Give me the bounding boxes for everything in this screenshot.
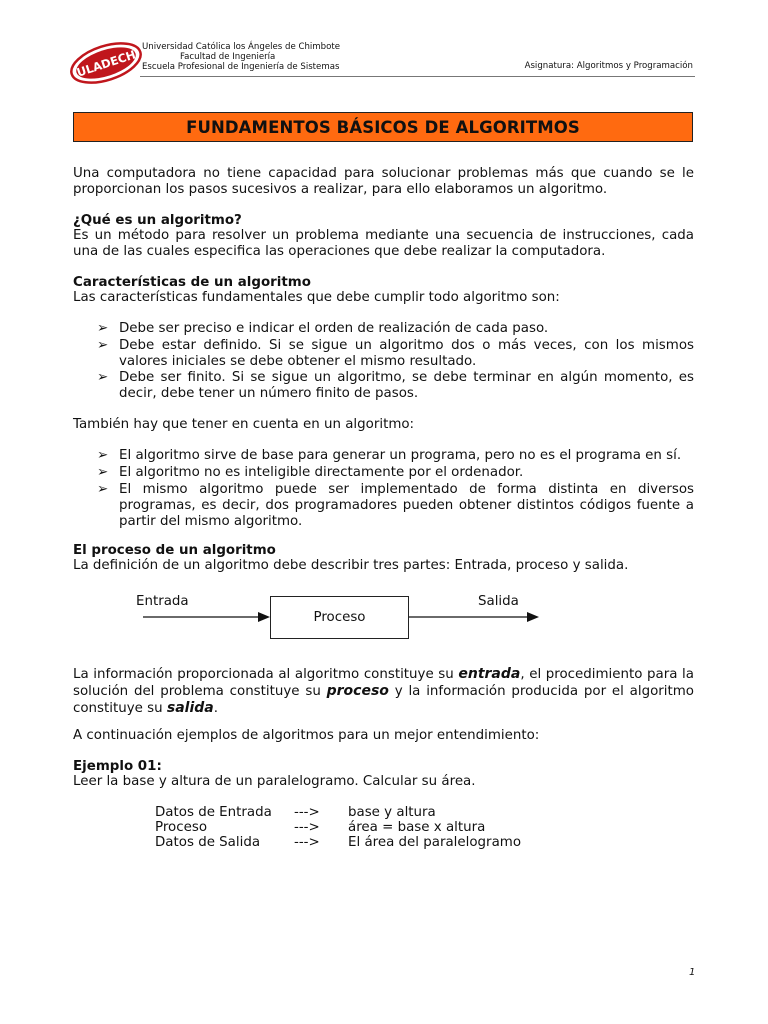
example-row-label: Datos de Entrada <box>155 805 272 820</box>
arrow-right-icon <box>258 612 270 622</box>
emphasis-proceso: proceso <box>326 683 389 699</box>
paragraph-example: Leer la base y altura de un paralelogramo. Calcular su área. <box>73 774 476 789</box>
paragraph-continuation: A continuación ejemplos de algoritmos para un mejor entendimiento: <box>73 728 540 743</box>
title-banner <box>73 112 693 142</box>
arrow-right-icon <box>527 612 539 622</box>
info-text: . <box>213 701 218 716</box>
diagram-output-label: Salida <box>478 594 519 609</box>
example-row-value: área = base x altura <box>348 820 486 835</box>
example-row-label: Datos de Salida <box>155 835 261 850</box>
header-course: Asignatura: Algoritmos y Programación <box>524 61 693 71</box>
heading-characteristics: Características de un algoritmo <box>73 275 311 290</box>
heading-what-is: ¿Qué es un algoritmo? <box>73 213 242 228</box>
example-row-arrow: ---> <box>294 820 320 835</box>
example-row-value: El área del paralelogramo <box>348 835 522 850</box>
info-text: La información proporcionada al algoritmo constituye su <box>73 667 459 682</box>
page-title: FUNDAMENTOS BÁSICOS DE ALGORITMOS <box>186 117 580 137</box>
paragraph-info <box>73 666 694 717</box>
header-school: Escuela Profesional de Ingeniería de Sistemas <box>142 62 340 72</box>
header-divider <box>140 76 695 77</box>
paragraph-what-is: Es un método para resolver un problema mediante una secuencia de instrucciones, cada una de las cuales especifica las operaciones que debe realizar la computadora. <box>73 228 694 259</box>
bullet-arrow-icon: ➢ <box>97 448 109 463</box>
example-row-label: Proceso <box>155 820 208 835</box>
list-item-text: Debe ser finito. Si se sigue un algoritmo, se debe terminar en algún momento, es decir, debe tener un número finito de pasos. <box>119 370 694 401</box>
list-item-text: Debe ser preciso e indicar el orden de realización de cada paso. <box>119 321 549 336</box>
header-university: Universidad Católica los Ángeles de Chimbote <box>142 42 341 52</box>
emphasis-entrada: entrada <box>458 666 521 682</box>
list-item-text: El algoritmo sirve de base para generar un programa, pero no es el programa en sí. <box>119 448 682 463</box>
diagram-process-label: Proceso <box>313 610 366 625</box>
list-item-text: El algoritmo no es inteligible directamente por el ordenador. <box>119 465 524 480</box>
diagram-input-label: Entrada <box>136 594 189 609</box>
page-number: 1 <box>689 967 696 978</box>
paragraph-also-consider: También hay que tener en cuenta en un algoritmo: <box>73 417 415 432</box>
example-row-value: base y altura <box>348 805 436 820</box>
bullet-arrow-icon: ➢ <box>97 338 109 353</box>
list-item-text: El mismo algoritmo puede ser implementado de forma distinta en diversos programas, es decir, dos programadores pueden obtener distintos códigos fuente a partir del mismo algoritmo. <box>119 482 694 529</box>
header-faculty: Facultad de Ingeniería <box>180 52 276 62</box>
example-row-arrow: ---> <box>294 805 320 820</box>
uladech-logo <box>66 38 146 88</box>
paragraph-characteristics: Las características fundamentales que debe cumplir todo algoritmo son: <box>73 290 560 305</box>
intro-paragraph: Una computadora no tiene capacidad para solucionar problemas más que cuando se le proporcionan los pasos sucesivos a realizar, para ello elaboramos un algoritmo. <box>73 166 694 197</box>
bullet-arrow-icon: ➢ <box>97 482 109 497</box>
diagram-process-box <box>270 596 409 639</box>
info-text: y la información producida por el algoritmo constituye su <box>73 684 695 716</box>
header-institution <box>142 42 340 72</box>
heading-process: El proceso de un algoritmo <box>73 543 276 558</box>
list-item-text: Debe estar definido. Si se sigue un algoritmo dos o más veces, con los mismos valores iniciales se debe obtener el mismo resultado. <box>119 338 694 369</box>
emphasis-salida: salida <box>166 700 214 716</box>
heading-example: Ejemplo 01: <box>73 759 162 774</box>
logo-text: ULADECH <box>74 47 138 80</box>
paragraph-process: La definición de un algoritmo debe describir tres partes: Entrada, proceso y salida. <box>73 558 629 573</box>
bullet-arrow-icon: ➢ <box>97 370 109 385</box>
bullet-arrow-icon: ➢ <box>97 465 109 480</box>
example-row-arrow: ---> <box>294 835 320 850</box>
bullet-arrow-icon: ➢ <box>97 321 109 336</box>
info-text: , el procedimiento para la solución del problema constituye su <box>73 667 694 699</box>
